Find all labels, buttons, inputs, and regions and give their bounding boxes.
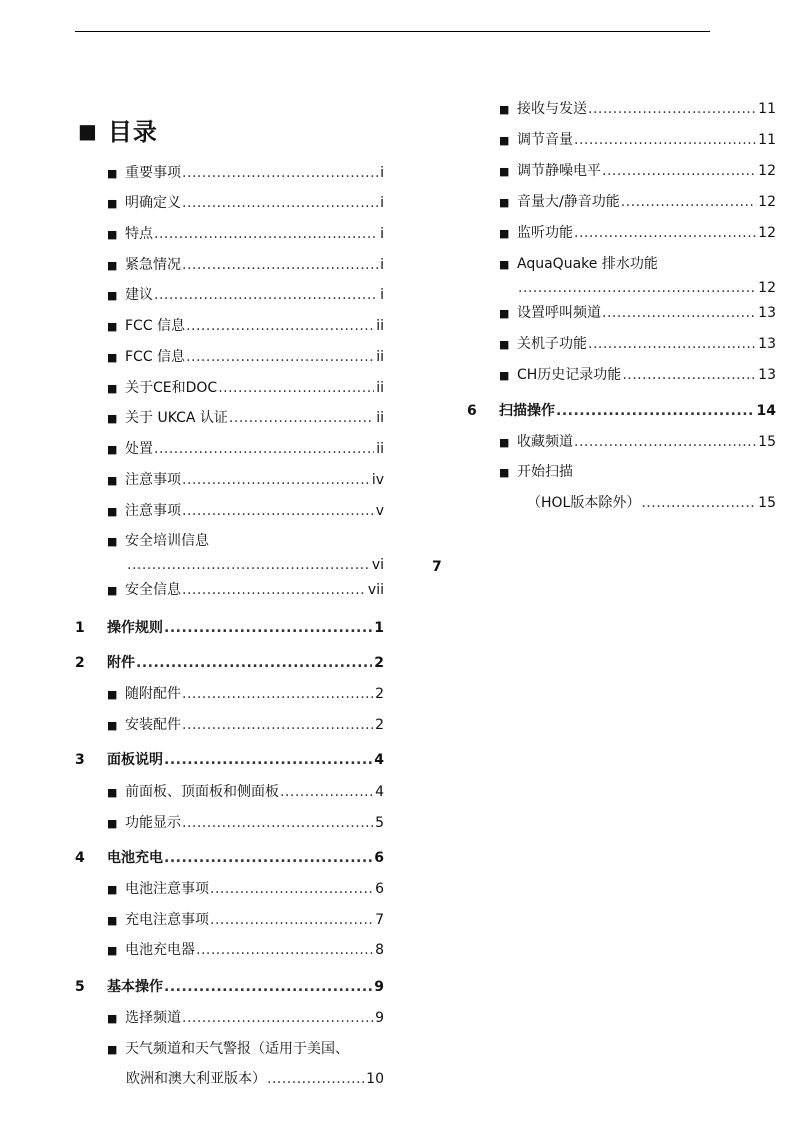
toc-entry[interactable]: [499, 100, 776, 119]
toc-entry-title: 接收与发送: [517, 101, 587, 117]
leader-dots: [210, 880, 373, 898]
page-title: [78, 112, 158, 147]
bullet-square-icon: ■: [107, 688, 118, 701]
bullet-square-icon: ■: [499, 436, 510, 449]
page-number: ii: [376, 349, 384, 365]
toc-entry-title: 随附配件: [125, 686, 181, 702]
page-number: 11: [758, 132, 776, 148]
toc-entry[interactable]: [107, 685, 384, 704]
toc-entry[interactable]: [107, 440, 384, 459]
toc-entry-title: 安全培训信息: [125, 533, 209, 549]
toc-entry-title: 紧急情况: [125, 257, 181, 273]
page-number: 14: [756, 403, 776, 419]
bullet-square-icon: ■: [107, 443, 118, 456]
toc-entry-title: FCC 信息: [125, 318, 186, 334]
page-number: v: [375, 503, 384, 519]
page-number: 12: [758, 163, 776, 179]
page-number: 2: [375, 686, 384, 702]
leader-dots: [280, 783, 373, 801]
title-text: 目录: [107, 118, 158, 146]
toc-entry-title: 前面板、顶面板和侧面板: [125, 784, 279, 800]
page-number: 2: [374, 655, 384, 671]
page-number: i: [380, 165, 384, 181]
toc-entry-title: 功能显示: [125, 815, 181, 831]
toc-entry-title: 注意事项: [125, 472, 181, 488]
toc-chapter-entry[interactable]: [467, 402, 776, 420]
leader-dots: [182, 685, 373, 703]
page-number: 4: [374, 752, 384, 768]
bullet-square-icon: ■: [499, 258, 510, 271]
leader-dots: [186, 317, 374, 335]
page-number: ii: [376, 410, 384, 426]
bullet-square-icon: ■: [107, 1043, 118, 1056]
toc-entry-title: 电池充电器: [125, 942, 195, 958]
toc-entry-title: 操作规则: [107, 620, 163, 636]
toc-entry-title: 音量大/静音功能: [517, 194, 620, 210]
bullet-square-icon: ■: [107, 944, 118, 957]
chapter-number: 3: [75, 752, 85, 768]
page-number: 5: [375, 815, 384, 831]
leader-dots: [182, 1009, 373, 1027]
leader-dots: [182, 502, 374, 520]
bullet-square-icon: ■: [107, 320, 118, 333]
toc-entry-title: 天气频道和天气警报（适用于美国、: [125, 1041, 349, 1057]
toc-entry[interactable]: [126, 1070, 384, 1088]
bullet-square-icon: ■: [107, 719, 118, 732]
toc-entry-title: 充电注意事项: [125, 912, 209, 928]
bullet-square-icon: ■: [107, 584, 118, 597]
page-number: 12: [758, 280, 776, 296]
bullet-square-icon: ■: [107, 1012, 118, 1025]
toc-entry-title: 收藏频道: [517, 434, 573, 450]
leader-dots: [182, 716, 373, 734]
toc-entry[interactable]: [107, 941, 384, 960]
leader-dots: [574, 433, 756, 451]
bullet-square-icon: ■: [499, 338, 510, 351]
leader-dots: [186, 348, 374, 366]
page-number: ii: [376, 318, 384, 334]
toc-entry[interactable]: [499, 304, 776, 323]
toc-entry[interactable]: [107, 716, 384, 735]
toc-entry[interactable]: [107, 783, 384, 802]
toc-entry-title: 欧洲和澳大利亚版本）: [126, 1071, 266, 1087]
page-number: 9: [374, 979, 384, 995]
toc-entry[interactable]: [107, 880, 384, 899]
leader-dots: [574, 224, 756, 242]
bullet-square-icon: ■: [107, 228, 118, 241]
toc-entry-title: 关于 UKCA 认证: [125, 410, 228, 426]
page-number: 2: [375, 717, 384, 733]
toc-entry-title: 设置呼叫频道: [517, 305, 601, 321]
toc-entry-title: AquaQuake 排水功能: [517, 256, 658, 272]
leader-dots: [164, 751, 372, 769]
leader-dots: [154, 225, 378, 243]
stray-chapter-number: 7: [432, 559, 442, 575]
toc-entry-title: 明确定义: [125, 195, 181, 211]
toc-entry-title: 选择频道: [125, 1010, 181, 1026]
toc-entry-title: 特点: [125, 226, 153, 242]
bullet-square-icon: ■: [499, 466, 510, 479]
leader-dots: [602, 162, 756, 180]
bullet-square-icon: ■: [107, 505, 118, 518]
leader-dots: [622, 366, 756, 384]
leader-dots: [218, 379, 374, 397]
toc-entry-title: 扫描操作: [499, 403, 555, 419]
toc-entry[interactable]: [499, 463, 776, 482]
bullet-square-icon: ■: [107, 167, 118, 180]
page-number: ii: [376, 380, 384, 396]
page-number: iv: [371, 472, 384, 488]
chapter-number: 2: [75, 655, 85, 671]
toc-entry-title: 安装配件: [125, 717, 181, 733]
toc-entry-title: 监听功能: [517, 225, 573, 241]
leader-dots: [182, 471, 370, 489]
page-number: 1: [374, 620, 384, 636]
toc-entry[interactable]: [499, 224, 776, 243]
page-number: 13: [758, 305, 776, 321]
toc-chapter-entry[interactable]: [75, 619, 384, 637]
bullet-square-icon: ■: [107, 351, 118, 364]
leader-dots: [588, 100, 756, 118]
toc-entry[interactable]: [107, 581, 384, 600]
toc-entry[interactable]: [107, 409, 384, 428]
leader-dots: [154, 440, 374, 458]
toc-entry-title: （HOL版本除外）: [527, 495, 641, 511]
bullet-square-icon: ■: [499, 227, 510, 240]
leader-dots: [229, 409, 374, 427]
top-rule: [75, 31, 710, 32]
leader-dots: [182, 814, 373, 832]
toc-entry[interactable]: [107, 911, 384, 930]
bullet-square-icon: ■: [107, 535, 118, 548]
toc-entry-title: 重要事项: [125, 165, 181, 181]
page-number: 15: [758, 495, 776, 511]
page-number: 13: [758, 367, 776, 383]
bullet-square-icon: ■: [107, 474, 118, 487]
toc-chapter-entry[interactable]: [75, 751, 384, 769]
toc-entry[interactable]: [499, 193, 776, 212]
leader-dots: [196, 941, 373, 959]
leader-dots: [154, 286, 378, 304]
leader-dots: [518, 279, 756, 297]
leader-dots: [164, 978, 372, 996]
leader-dots: [182, 164, 378, 182]
chapter-number: 6: [467, 403, 477, 419]
toc-entry-title: 关于CE和DOC: [125, 380, 218, 396]
leader-dots: [164, 619, 372, 637]
toc-entry[interactable]: [107, 1040, 384, 1059]
leader-dots: [164, 849, 372, 867]
leader-dots: [210, 911, 373, 929]
page-number: 7: [375, 912, 384, 928]
toc-entry[interactable]: [499, 366, 776, 385]
toc-chapter-entry[interactable]: [75, 654, 384, 672]
bullet-square-icon: ■: [499, 165, 510, 178]
toc-entry-title: 电池充电: [107, 850, 163, 866]
leader-dots: [182, 581, 366, 599]
toc-entry-title: 建议: [125, 287, 153, 303]
bullet-square-icon: ■: [107, 817, 118, 830]
page-number: i: [380, 195, 384, 211]
toc-entry[interactable]: [107, 225, 384, 244]
toc-entry[interactable]: [107, 471, 384, 490]
bullet-square-icon: ■: [107, 412, 118, 425]
bullet-square-icon: ■: [107, 914, 118, 927]
chapter-number: 1: [75, 620, 85, 636]
page-number: 4: [375, 784, 384, 800]
page-number: 10: [366, 1071, 384, 1087]
toc-entry-title: 处置: [125, 441, 153, 457]
bullet-square-icon: ■: [499, 307, 510, 320]
toc-entry[interactable]: [107, 256, 384, 275]
leader-dots: [588, 335, 756, 353]
leader-dots: [574, 131, 756, 149]
toc-entry[interactable]: [126, 556, 384, 574]
toc-entry-title: 面板说明: [107, 752, 163, 768]
toc-entry[interactable]: [107, 379, 384, 398]
toc-entry-title: 基本操作: [107, 979, 163, 995]
toc-chapter-entry[interactable]: [75, 849, 384, 867]
page-number: ii: [376, 441, 384, 457]
toc-entry[interactable]: [107, 286, 384, 305]
bullet-square-icon: ■: [499, 134, 510, 147]
leader-dots: [267, 1070, 364, 1088]
page-number: 12: [758, 194, 776, 210]
toc-entry[interactable]: [107, 502, 384, 521]
toc-entry-title: CH历史记录功能: [517, 367, 622, 383]
toc-entry[interactable]: [499, 162, 776, 181]
title-square-icon: ■: [78, 119, 98, 143]
toc-entry[interactable]: [499, 131, 776, 150]
toc-entry[interactable]: [499, 335, 776, 354]
toc-entry-title: 附件: [107, 655, 135, 671]
page-number: i: [380, 226, 384, 242]
page-number: vii: [367, 582, 384, 598]
leader-dots: [182, 194, 378, 212]
toc-entry-title: FCC 信息: [125, 349, 186, 365]
leader-dots: [602, 304, 756, 322]
page-number: 13: [758, 336, 776, 352]
leader-dots: [136, 654, 372, 672]
bullet-square-icon: ■: [107, 197, 118, 210]
page-number: 6: [375, 881, 384, 897]
page-number: i: [380, 257, 384, 273]
toc-entry[interactable]: [107, 317, 384, 336]
page-number: i: [380, 287, 384, 303]
toc-entry[interactable]: [107, 1009, 384, 1028]
toc-entry-title: 注意事项: [125, 503, 181, 519]
leader-dots: [182, 256, 378, 274]
page-number: vi: [371, 557, 384, 573]
page-number: 15: [758, 434, 776, 450]
toc-entry[interactable]: [499, 255, 776, 274]
bullet-square-icon: ■: [107, 289, 118, 302]
toc-entry-title: 电池注意事项: [125, 881, 209, 897]
toc-entry[interactable]: [107, 814, 384, 833]
toc-entry-title: 关机子功能: [517, 336, 587, 352]
toc-entry-title: 安全信息: [125, 582, 181, 598]
bullet-square-icon: ■: [107, 259, 118, 272]
toc-entry[interactable]: [107, 348, 384, 367]
chapter-number: 5: [75, 979, 85, 995]
bullet-square-icon: ■: [499, 196, 510, 209]
bullet-square-icon: ■: [107, 786, 118, 799]
leader-dots: [641, 494, 756, 512]
page-number: 8: [375, 942, 384, 958]
toc-entry[interactable]: [107, 164, 384, 183]
chapter-number: 4: [75, 850, 85, 866]
toc-entry[interactable]: [107, 194, 384, 213]
page-number: 11: [758, 101, 776, 117]
page-number: 6: [374, 850, 384, 866]
page-number: 12: [758, 225, 776, 241]
bullet-square-icon: ■: [107, 883, 118, 896]
leader-dots: [621, 193, 756, 211]
leader-dots: [556, 402, 755, 420]
leader-dots: [127, 556, 370, 574]
toc-entry[interactable]: [527, 494, 776, 512]
page-number: 9: [375, 1010, 384, 1026]
toc-entry[interactable]: [517, 279, 776, 297]
bullet-square-icon: ■: [107, 382, 118, 395]
toc-entry-title: 开始扫描: [517, 464, 573, 480]
bullet-square-icon: ■: [499, 369, 510, 382]
bullet-square-icon: ■: [499, 103, 510, 116]
toc-chapter-entry[interactable]: [75, 978, 384, 996]
toc-entry-title: 调节音量: [517, 132, 573, 148]
toc-entry-title: 调节静噪电平: [517, 163, 601, 179]
toc-entry[interactable]: [107, 532, 384, 551]
toc-entry[interactable]: [499, 433, 776, 452]
